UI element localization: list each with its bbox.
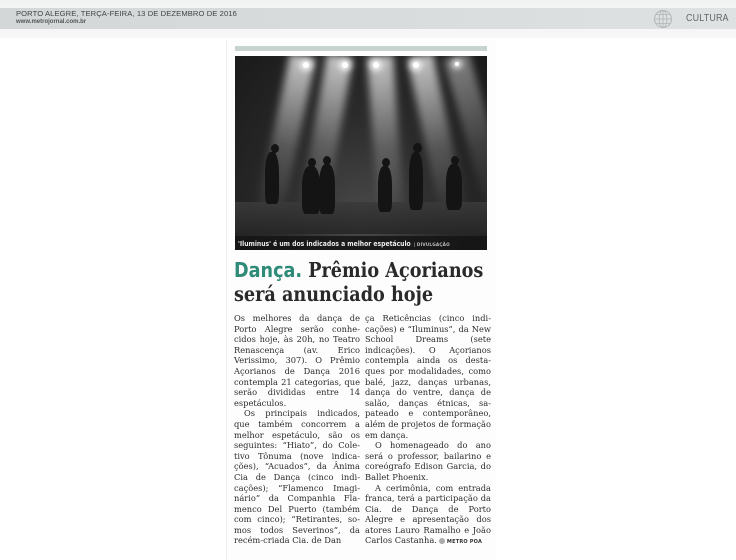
article-column-1 — [234, 313, 360, 546]
author-signoff: METRO POA — [446, 539, 483, 546]
spotlight-dot — [413, 62, 419, 68]
caption-text: 'Iluminus' é um dos indicados a melhor espetáculo — [238, 240, 411, 248]
headline-part-1: Prêmio Açorianos — [302, 258, 484, 282]
header-date-line: PORTO ALEGRE, TERÇA-FEIRA, 13 DE DEZEMBRO DE 2016 — [16, 9, 237, 18]
article-top-rule — [235, 46, 487, 51]
metro-logo-icon — [439, 538, 445, 544]
paragraph: O homenageado do ano será o professor, bailarino e coreógrafo Edison Garcia, do Ballet Phoenix. — [365, 440, 491, 482]
photo-caption — [238, 240, 450, 248]
article-photo — [235, 56, 487, 250]
section-label: CULTURA — [686, 12, 729, 24]
paragraph-last — [365, 483, 491, 549]
paragraph-text: A cerimônia, com entrada franca, terá a participação da Cia. de Dança de Porto Alegre e apresentação dos atores Lauro Ramalho e João Carlos Castanha. — [365, 482, 491, 546]
dancer-silhouette — [446, 164, 462, 210]
spotlight-dot — [342, 62, 348, 68]
paragraph: Os melhores da dança de Porto Alegre serão conhecidos hoje, às 20h, no Teatro Renascença (av. Erico Verissimo, 307). O Prêmio Açorianos de Dança 2016 contempla 21 categorias, que serão divididas entre 14 espetáculos. — [234, 313, 360, 408]
dancer-silhouette — [319, 164, 335, 214]
headline-kicker: Dança. — [234, 258, 303, 282]
paragraph: ça Reticências (cinco indicações) e “Iluminus”, da New School Dreams (sete indicações). O Açorianos contempla ainda os destaques por modalidades, como balé, jazz, danças urbanas, dança do ventre, dança de salão, danças étnicas, sapateado e contemporâneo, além de projetos de formação em dança. — [365, 313, 491, 440]
dancer-silhouette — [409, 152, 423, 210]
dancer-silhouette — [265, 152, 279, 204]
spotlight-dot — [303, 62, 309, 68]
dancer-silhouette — [378, 166, 392, 212]
photo-credit: | DIVULGAÇÃO — [413, 243, 450, 248]
spotlight-dot — [373, 62, 379, 68]
dancer-silhouette — [302, 166, 320, 214]
globe-icon — [653, 9, 673, 29]
headline-part-2: será anunciado hoje — [234, 282, 434, 306]
header-url: www.metrojornal.com.br — [16, 18, 87, 25]
spotlight-dot — [455, 62, 459, 66]
article-headline — [234, 258, 484, 306]
article-column-2 — [365, 313, 491, 548]
paragraph: Os principais indicados, que também concorrem a melhor espetáculo, são os seguintes: “Hiato”, do Coletivo Tônuma (nove indicações), “Acuados”, da Ânima Cia de Dança (cinco indicações); “Flamenco Imaginário” da Companhia Flamenco Del Puerto (também com cinco); “Retirantes, somos todos Severinos”, da recém-criada Cia. de Dan — [234, 408, 360, 546]
